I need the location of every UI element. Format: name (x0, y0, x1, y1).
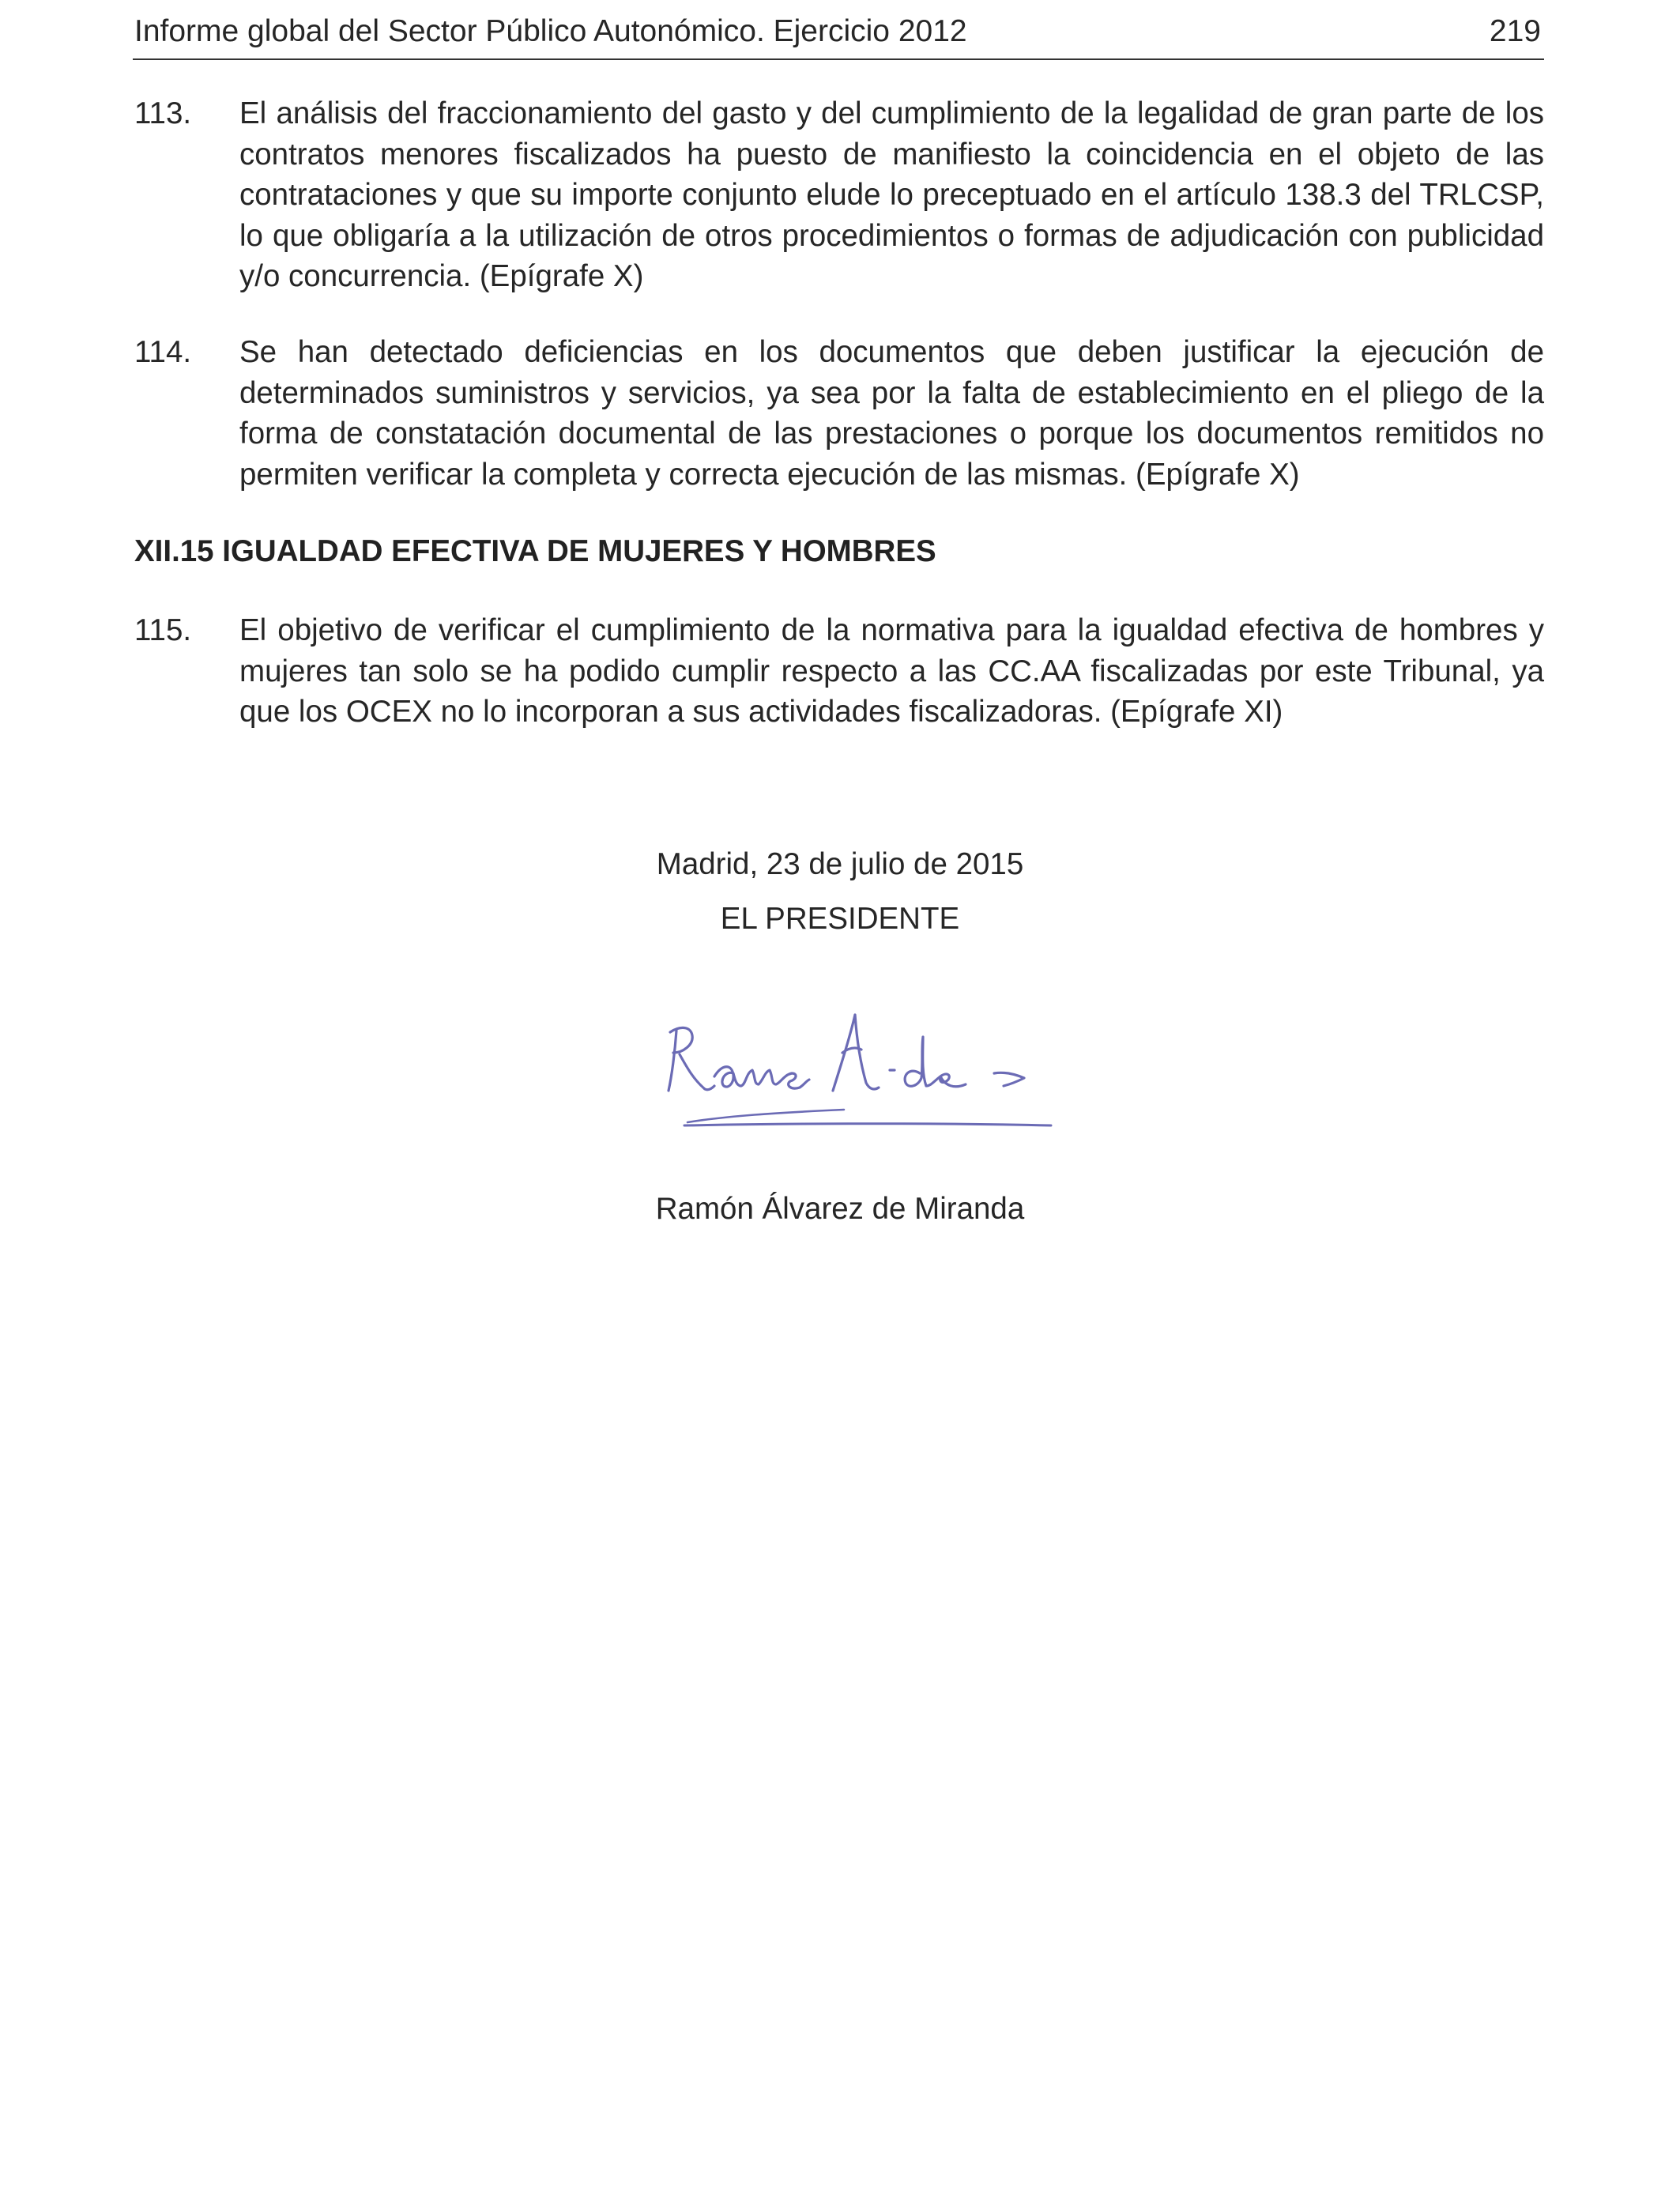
paragraph-number: 115. (134, 613, 192, 647)
paragraph-number: 113. (134, 96, 192, 130)
paragraph-115 (134, 610, 1544, 733)
signer-role: EL PRESIDENTE (720, 902, 960, 936)
page-header (133, 11, 1544, 60)
page-number: 219 (1489, 14, 1541, 48)
section-heading: XII.15 IGUALDAD EFECTIVA DE MUJERES Y HOMBRES (134, 534, 936, 568)
signatory-name: Ramón Álvarez de Miranda (655, 1192, 1025, 1226)
paragraph-113 (134, 93, 1544, 297)
paragraph-114 (134, 332, 1544, 495)
handwritten-signature (656, 997, 1067, 1140)
place-date: Madrid, 23 de julio de 2015 (656, 847, 1024, 881)
paragraph-text: El objetivo de verificar el cumplimiento de la normativa para la igualdad efectiva de hombres y mujeres tan solo se ha podido cumplir respecto a las CC.AA fiscalizadas por este Tribunal, ya que los OCEX no lo incorporan a sus actividades fiscalizadoras. (Epígrafe XI) (239, 613, 1544, 729)
paragraph-text: Se han detectado deficiencias en los documentos que deben justificar la ejecución de determinados suministros y servicios, ya sea por la falta de establecimiento en el pliego de la forma de constatación documental de las prestaciones o porque los documentos remitidos no permiten verificar la completa y correcta ejecución de las mismas. (Epígrafe X) (239, 335, 1544, 492)
paragraph-text: El análisis del fraccionamiento del gasto y del cumplimiento de la legalidad de gran parte de los contratos menores fiscalizados ha puesto de manifiesto la coincidencia en el objeto de las contrataciones y que su importe conjunto elude lo preceptuado en el artículo 138.3 del TRLCSP, lo que obligaría a la utilización de otros procedimientos o formas de adjudicación con publicidad y/o concurrencia. (Epígrafe X) (239, 96, 1544, 293)
header-title: Informe global del Sector Público Autonómico. Ejercicio 2012 (134, 14, 967, 48)
paragraph-number: 114. (134, 335, 192, 369)
